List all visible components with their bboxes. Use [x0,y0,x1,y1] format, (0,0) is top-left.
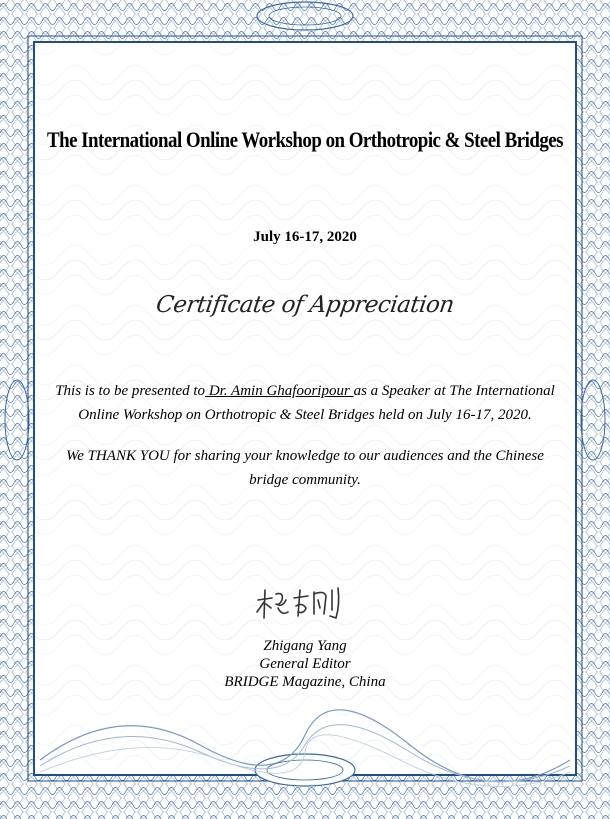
signatory-role: General Editor [259,656,351,672]
thanks-paragraph: We THANK YOU for sharing your knowledge to our audiences and the Chinese bridge community. [66,448,544,488]
signatory-block [0,637,610,691]
presentation-prefix: This is to be presented to [55,383,206,399]
signature-icon [252,586,352,622]
signatory-organization: BRIDGE Magazine, China [224,674,386,690]
presentation-suffix: as a Speaker at The International Online Workshop on Orthotropic & Steel Bridges held on July 16-17, 2020. [78,383,555,423]
event-date: July 16-17, 2020 [253,229,357,245]
signatory-name: Zhigang Yang [263,638,347,654]
workshop-title: The International Online Workshop on Orthotropic & Steel Bridges [46,127,564,152]
recipient-name: Dr. Amin Ghafooripour [205,383,354,399]
presentation-paragraph [45,379,565,427]
certificate-heading: Certificate of Appreciation [154,292,456,318]
